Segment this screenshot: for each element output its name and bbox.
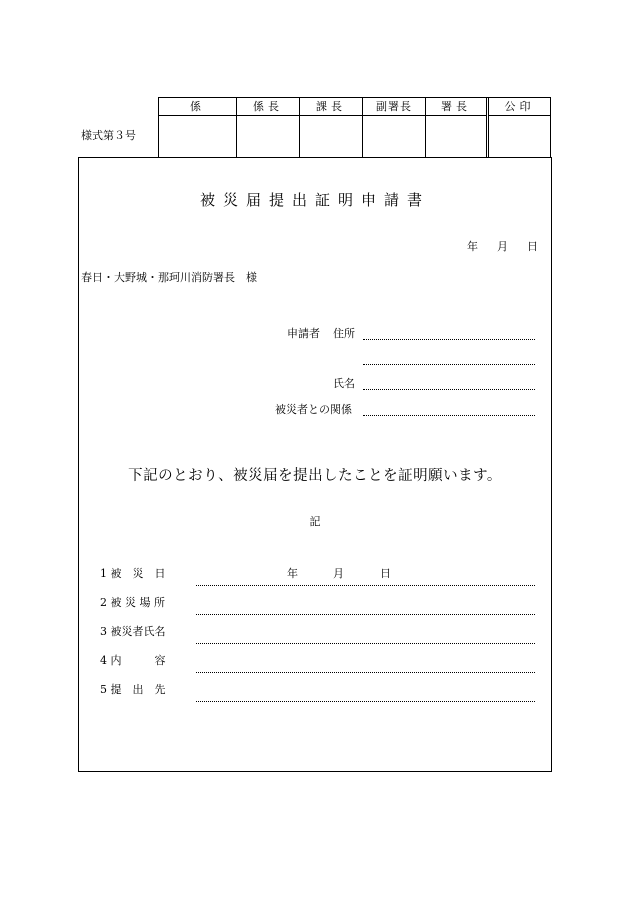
relation-label: 被災者との関係 xyxy=(275,403,352,416)
name-field[interactable] xyxy=(363,389,535,390)
stamp-cell-koin[interactable] xyxy=(489,116,550,157)
stamp-cell-kakari[interactable] xyxy=(159,116,236,157)
item-5-label: 5 提 出 先 xyxy=(100,683,166,696)
stamp-header-kacho: 課長 xyxy=(300,98,362,116)
addressee: 春日・大野城・那珂川消防署長 様 xyxy=(81,271,257,284)
stamp-header-kakari: 係 xyxy=(159,98,236,116)
item-1-day-label: 日 xyxy=(380,567,391,580)
stamp-column-kacho xyxy=(300,98,363,157)
stamp-column-shocho xyxy=(426,98,489,157)
stamp-column-kakaricho xyxy=(237,98,300,157)
item-1-label: 1 被 災 日 xyxy=(100,567,166,580)
date-day-label: 日 xyxy=(527,240,538,253)
item-2-label: 2 被 災 場 所 xyxy=(100,596,165,609)
approval-stamp-table xyxy=(158,97,551,158)
stamp-header-koin: 公印 xyxy=(489,98,550,116)
form-title: 被災届提出証明申請書 xyxy=(199,191,430,209)
item-4-label: 4 内 容 xyxy=(100,654,166,667)
stamp-column-kakari xyxy=(159,98,237,157)
address-field-line-2[interactable] xyxy=(363,364,535,365)
item-4-field[interactable] xyxy=(196,672,535,673)
applicant-label: 申請者 xyxy=(287,327,320,340)
stamp-cell-kakaricho[interactable] xyxy=(237,116,299,157)
statement-text: 下記のとおり、被災届を提出したことを証明願います。 xyxy=(128,468,502,484)
ki-heading: 記 xyxy=(309,515,321,528)
stamp-header-kakaricho: 係長 xyxy=(237,98,299,116)
address-label: 住所 xyxy=(333,327,355,340)
relation-field[interactable] xyxy=(363,415,535,416)
item-1-year-label: 年 xyxy=(287,567,298,580)
item-1-month-label: 月 xyxy=(333,567,344,580)
stamp-column-koin xyxy=(489,98,550,157)
date-year-label: 年 xyxy=(467,240,478,253)
item-3-field[interactable] xyxy=(196,643,535,644)
address-field-line-1[interactable] xyxy=(363,339,535,340)
item-3-label: 3 被災者氏名 xyxy=(100,625,166,638)
date-month-label: 月 xyxy=(497,240,508,253)
item-1-field[interactable] xyxy=(196,585,535,586)
item-2-field[interactable] xyxy=(196,614,535,615)
item-5-field[interactable] xyxy=(196,701,535,702)
stamp-cell-shocho[interactable] xyxy=(426,116,486,157)
form-number: 様式第３号 xyxy=(81,129,136,142)
stamp-column-fukushocho xyxy=(363,98,426,157)
stamp-header-fukushocho: 副署長 xyxy=(363,98,425,116)
stamp-header-shocho: 署長 xyxy=(426,98,486,116)
name-label: 氏名 xyxy=(333,377,355,390)
stamp-cell-kacho[interactable] xyxy=(300,116,362,157)
stamp-cell-fukushocho[interactable] xyxy=(363,116,425,157)
